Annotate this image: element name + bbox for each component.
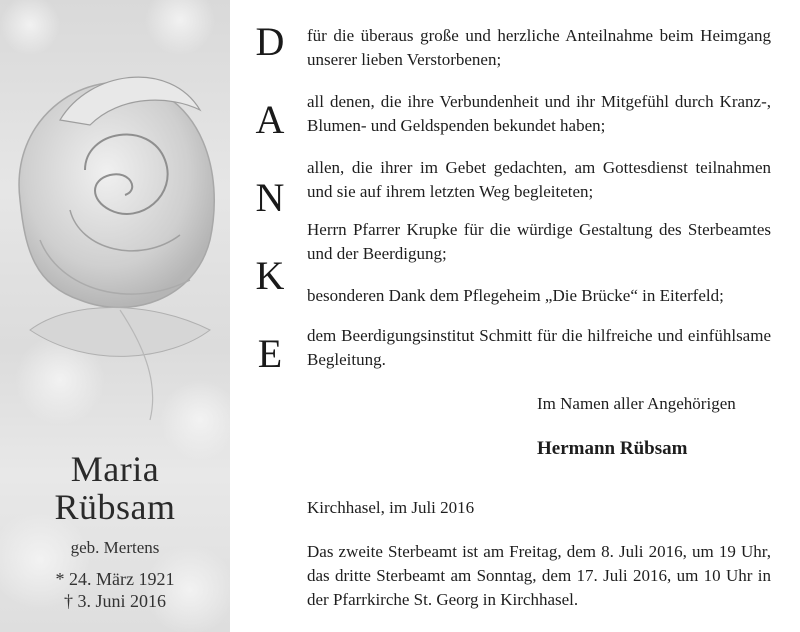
deceased-last-name: Rübsam <box>54 487 176 527</box>
deceased-first-name: Maria <box>70 449 160 489</box>
danke-letter-a: A <box>255 97 285 142</box>
place-date: Kirchhasel, im Juli 2016 <box>307 498 475 517</box>
signature-name: Hermann Rübsam <box>537 438 688 459</box>
thanks-paragraph-5: besonderen Dank dem Pflegeheim „Die Brücke“ in Eiterfeld; <box>307 286 724 305</box>
signature-intro: Im Namen aller Angehörigen <box>537 394 736 413</box>
danke-letter-k: K <box>255 253 285 298</box>
deceased-birth-name: geb. Mertens <box>70 538 160 557</box>
danke-letter-n: N <box>255 175 285 220</box>
thanks-paragraph-6: dem Beerdigungsinstitut Schmitt für die hilfreiche und einfühlsame Begleitung. <box>307 326 771 369</box>
rose-image-panel <box>0 0 230 632</box>
deceased-info <box>0 450 230 612</box>
thanks-paragraph-1: für die überaus große und herzliche Anteilnahme beim Heimgang unserer lieben Verstorbenen; <box>307 26 771 69</box>
thanks-paragraph-4: Herrn Pfarrer Krupke für die würdige Gestaltung des Sterbeamtes und der Beerdigung; <box>307 220 771 263</box>
danke-letter-e: E <box>257 331 283 376</box>
danke-letter-d: D <box>255 19 285 64</box>
thanks-paragraph-3: allen, die ihrer im Gebet gedachten, am Gottesdienst teilnahmen und sie auf ihrem letzten Weg begleiteten; <box>307 158 771 201</box>
life-dates <box>0 568 230 612</box>
death-date: † 3. Juni 2016 <box>63 591 166 611</box>
thanks-paragraph-2: all denen, die ihre Verbundenheit und ihr Mitgefühl durch Kranz-, Blumen- und Geldspenden bekundet haben; <box>307 92 771 135</box>
mass-notice: Das zweite Sterbeamt ist am Freitag, dem 8. Juli 2016, um 19 Uhr, das dritte Sterbeamt am Sonntag, dem 17. Juli 2016, um 10 Uhr in der Pfarrkirche St. Georg in Kirchhasel. <box>307 542 771 609</box>
birth-date: * 24. März 1921 <box>55 569 175 589</box>
